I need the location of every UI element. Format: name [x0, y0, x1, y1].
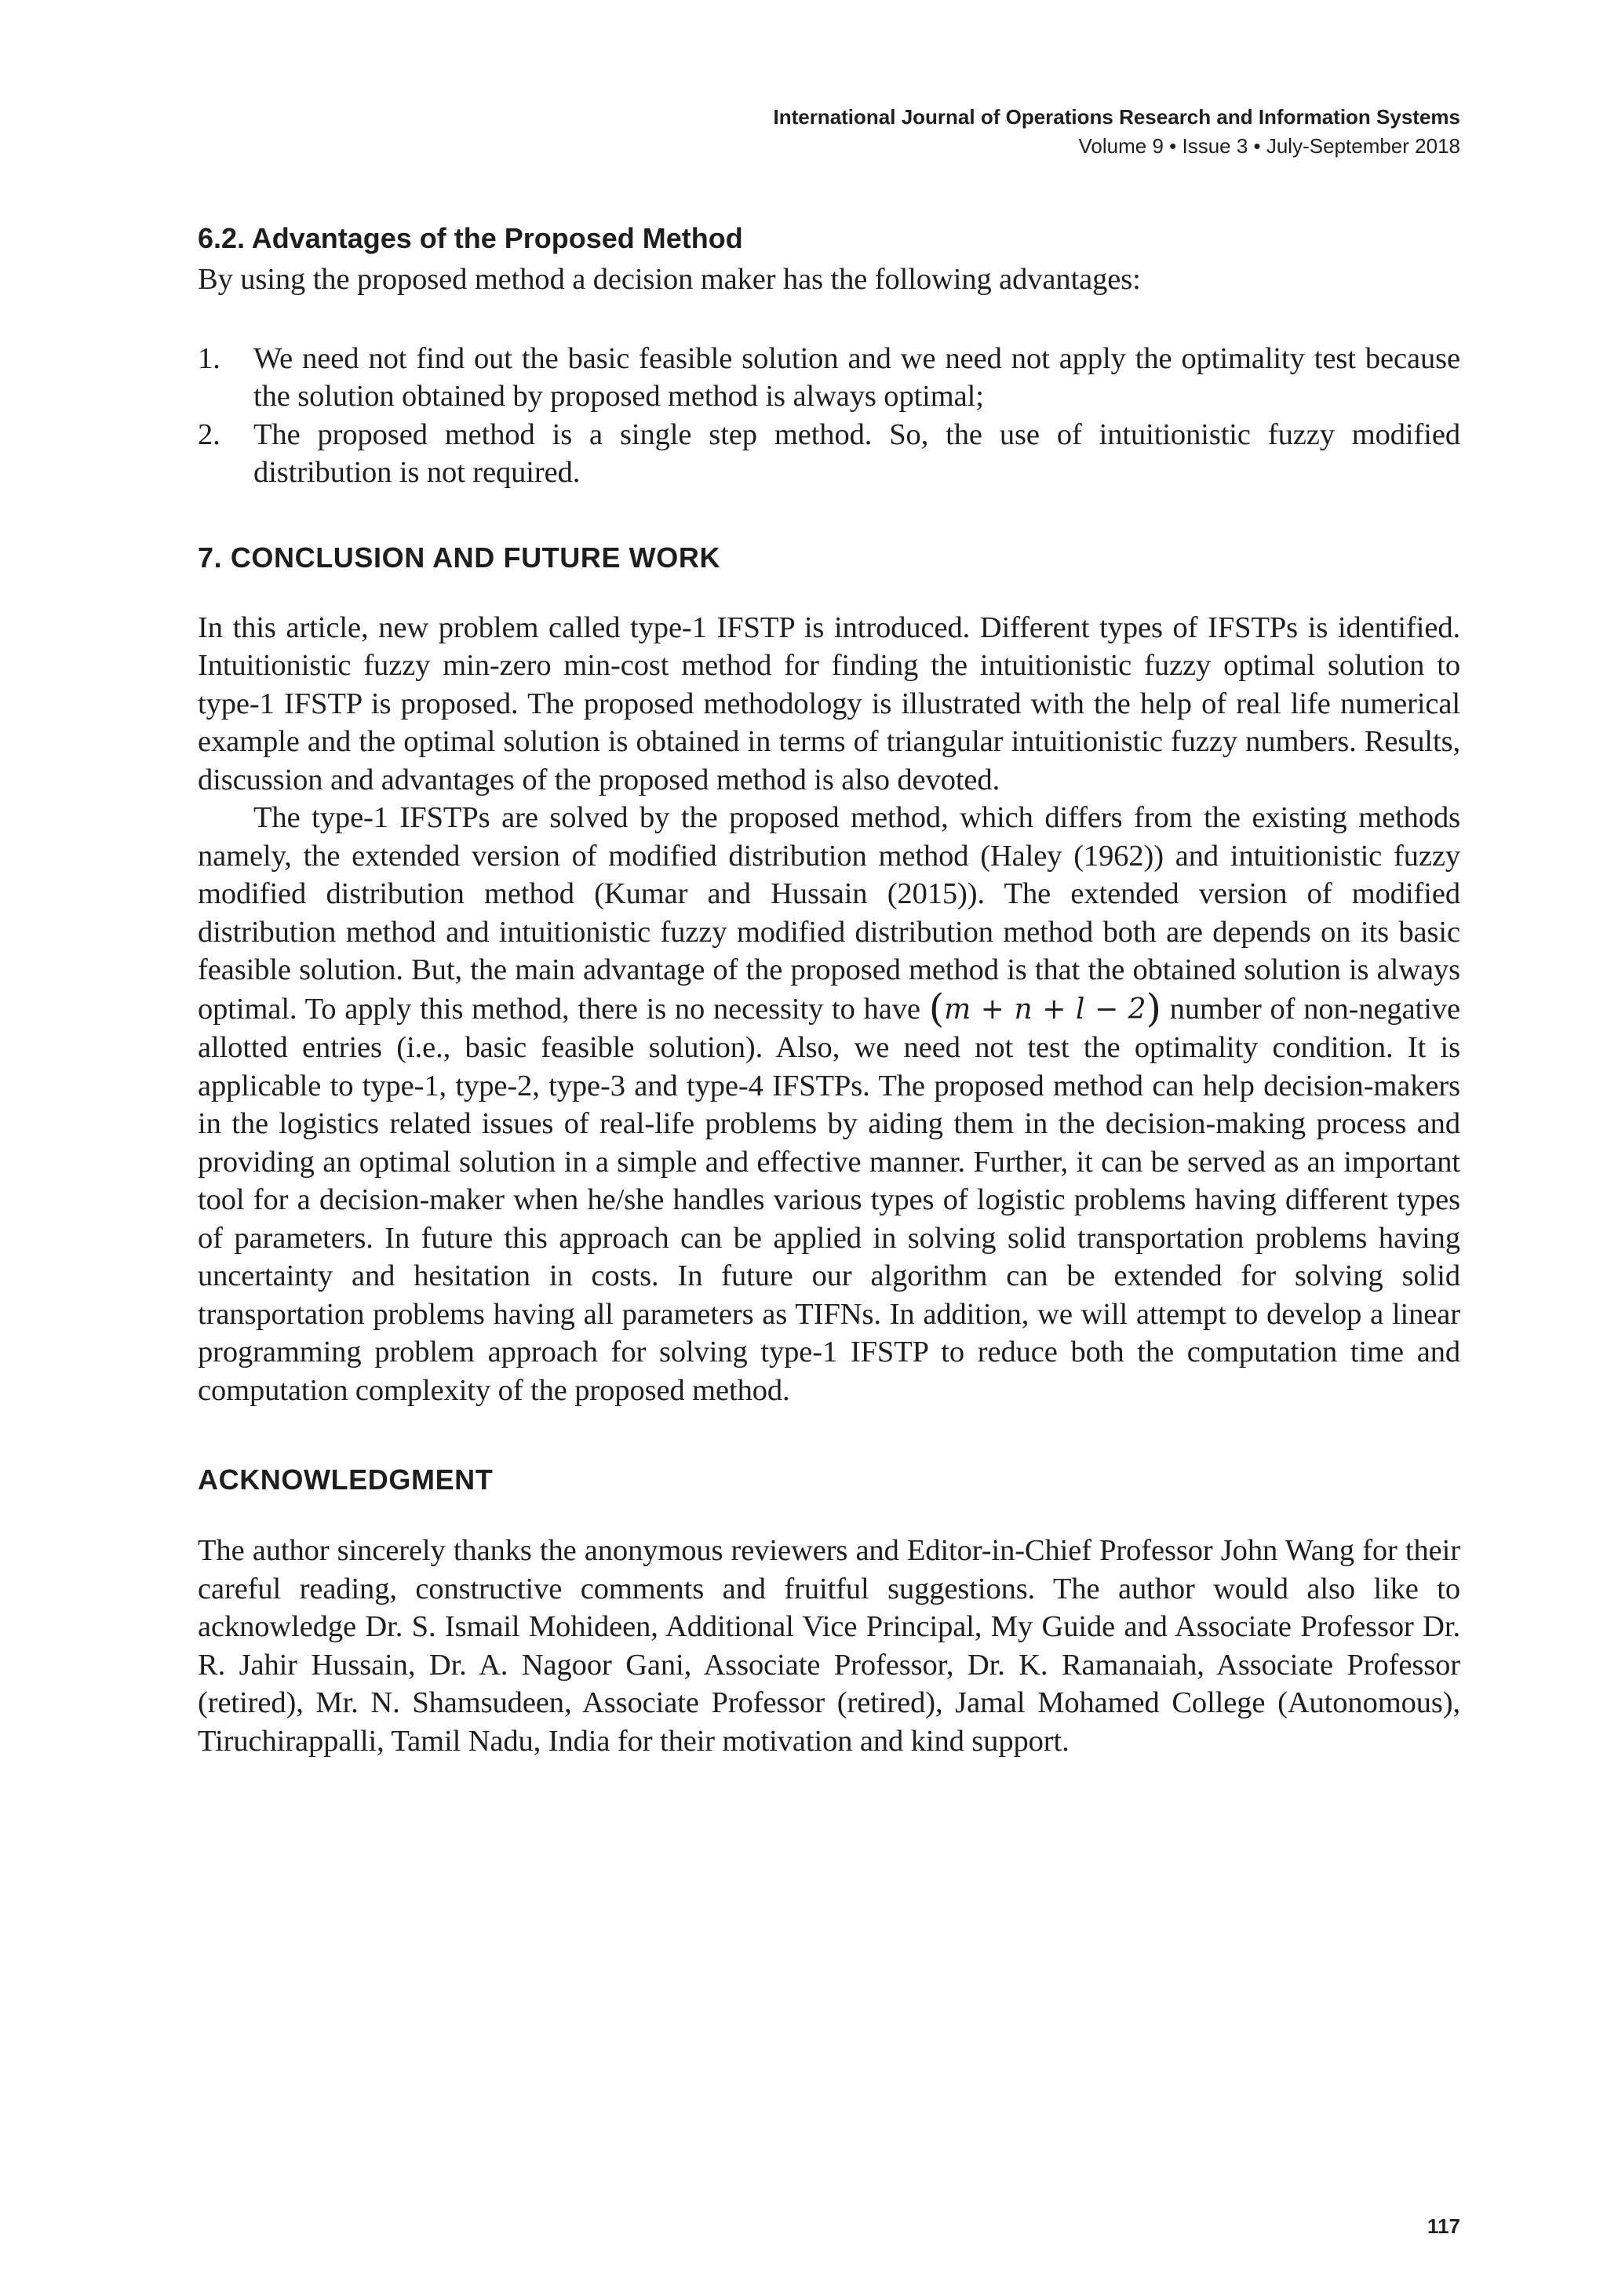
conclusion-paragraph-1: In this article, new problem called type-1 IFSTP is introduced. Different types of IFSTPs is identified. Intuitionistic fuzzy min-zero min-cost method for finding the intuitionistic fuzzy optimal solution to type-1 IFSTP is proposed. The proposed methodology is illustrated with the help of real life numerical example and the optimal solution is obtained in terms of triangular intuitionistic fuzzy numbers. Results, discussion and advantages of the proposed method is also devoted.	[198, 610, 1460, 796]
acknowledgment-heading: ACKNOWLEDGMENT	[198, 1463, 494, 1496]
acknowledgment-body: The author sincerely thanks the anonymous reviewers and Editor-in-Chief Professor John Wang for their careful reading, constructive comments and fruitful suggestions. The author would also like to acknowledge Dr. S. Ismail Mohideen, Additional Vice Principal, My Guide and Associate Professor Dr. R. Jahir Hussain, Dr. A. Nagoor Gani, Associate Professor, Dr. K. Ramanaiah, Associate Professor (retired), Mr. N. Shamsudeen, Associate Professor (retired), Jamal Mohamed College (Autonomous), Tiruchirappalli, Tamil Nadu, India for their motivation and kind support.	[198, 1534, 1460, 1758]
advantages-list	[198, 340, 1460, 492]
list-item-text: We need not find out the basic feasible solution and we need not apply the optimality test because the solution obtained by proposed method is always optimal;	[253, 341, 1460, 413]
conclusion-paragraph-2-part-a: The type-1 IFSTPs are solved by the proposed method, which differs from the existing methods namely, the extended version of modified distribution method (Haley (1962)) and intuitionistic fuzzy modified distribution method (Kumar and Hussain (2015)). The extended version of modified distribution method and intuitionistic fuzzy modified distribution method both are depends on its basic feasible solution. But, the main advantage of the proposed method is that the obtained solution is always optimal. To apply this method, there is no necessity to have	[198, 801, 1460, 1026]
section-7-heading: 7. CONCLUSION AND FUTURE WORK	[198, 541, 721, 574]
list-item-number: 2.	[198, 417, 220, 451]
section-6-2-heading: 6.2. Advantages of the Proposed Method	[198, 222, 743, 254]
page-number: 117	[1427, 2214, 1460, 2238]
issue-info: Volume 9 • Issue 3 • July-September 2018	[1078, 134, 1460, 158]
math-expression: m + n + l − 2	[944, 993, 1146, 1026]
list-item	[198, 340, 1460, 416]
journal-title: International Journal of Operations Research and Information Systems	[773, 105, 1460, 129]
list-item-number: 1.	[198, 341, 220, 375]
conclusion-paragraph-2-part-b: number of non-negative allotted entries (i.e., basic feasible solution). Also, we need not test the optimality condition. It is applicable to type-1, type-2, type-3 and type-4 IFSTPs. The proposed method can help decision-makers in the logistics related issues of real-life problems by aiding them in the decision-making process and providing an optimal solution in a simple and effective manner. Further, it can be served as an important tool for a decision-maker when he/she handles various types of logistic problems having different types of parameters. In future this approach can be applied in solving solid transportation problems having uncertainty and hesitation in costs. In future our algorithm can be extended for solving solid transportation problems having all parameters as TIFNs. In addition, we will attempt to develop a linear programming problem approach for solving type-1 IFSTP to reduce both the computation time and computation complexity of the proposed method.	[198, 992, 1460, 1407]
list-item-text: The proposed method is a single step method. So, the use of intuitionistic fuzzy modified distribution is not required.	[253, 417, 1460, 489]
list-item	[198, 416, 1460, 492]
section-6-2-intro: By using the proposed method a decision maker has the following advantages:	[198, 263, 1141, 296]
page-content	[198, 220, 1460, 1760]
running-header	[773, 103, 1460, 161]
conclusion-paragraph-2: The type-1 IFSTPs are solved by the proposed method, which differs from the existing methods namely, the extended version of modified distribution method (Haley (1962)) and intuitionistic fuzzy modified distribution method (Kumar and Hussain (2015)). The extended version of modified distribution method and intuitionistic fuzzy modified distribution method both are depends on its basic feasible solution. But, the main advantage of the proposed method is that the obtained solution is always optimal. To apply this method, there is no necessity to have (m + n + l − 2) number of non-negative allotted entries (i.e., basic feasible solution). Also, we need not test the optimality condition. It is applicable to type-1, type-2, type-3 and type-4 IFSTPs. The proposed method can help decision-makers in the logistics related issues of real-life problems by aiding them in the decision-making process and providing an optimal solution in a simple and effective manner. Further, it can be served as an important tool for a decision-maker when he/she handles various types of logistic problems having different types of parameters. In future this approach can be applied in solving solid transportation problems having uncertainty and hesitation in costs. In future our algorithm can be extended for solving solid transportation problems having all parameters as TIFNs. In addition, we will attempt to develop a linear programming problem approach for solving type-1 IFSTP to reduce both the computation time and computation complexity of the proposed method.	[198, 801, 1460, 1407]
